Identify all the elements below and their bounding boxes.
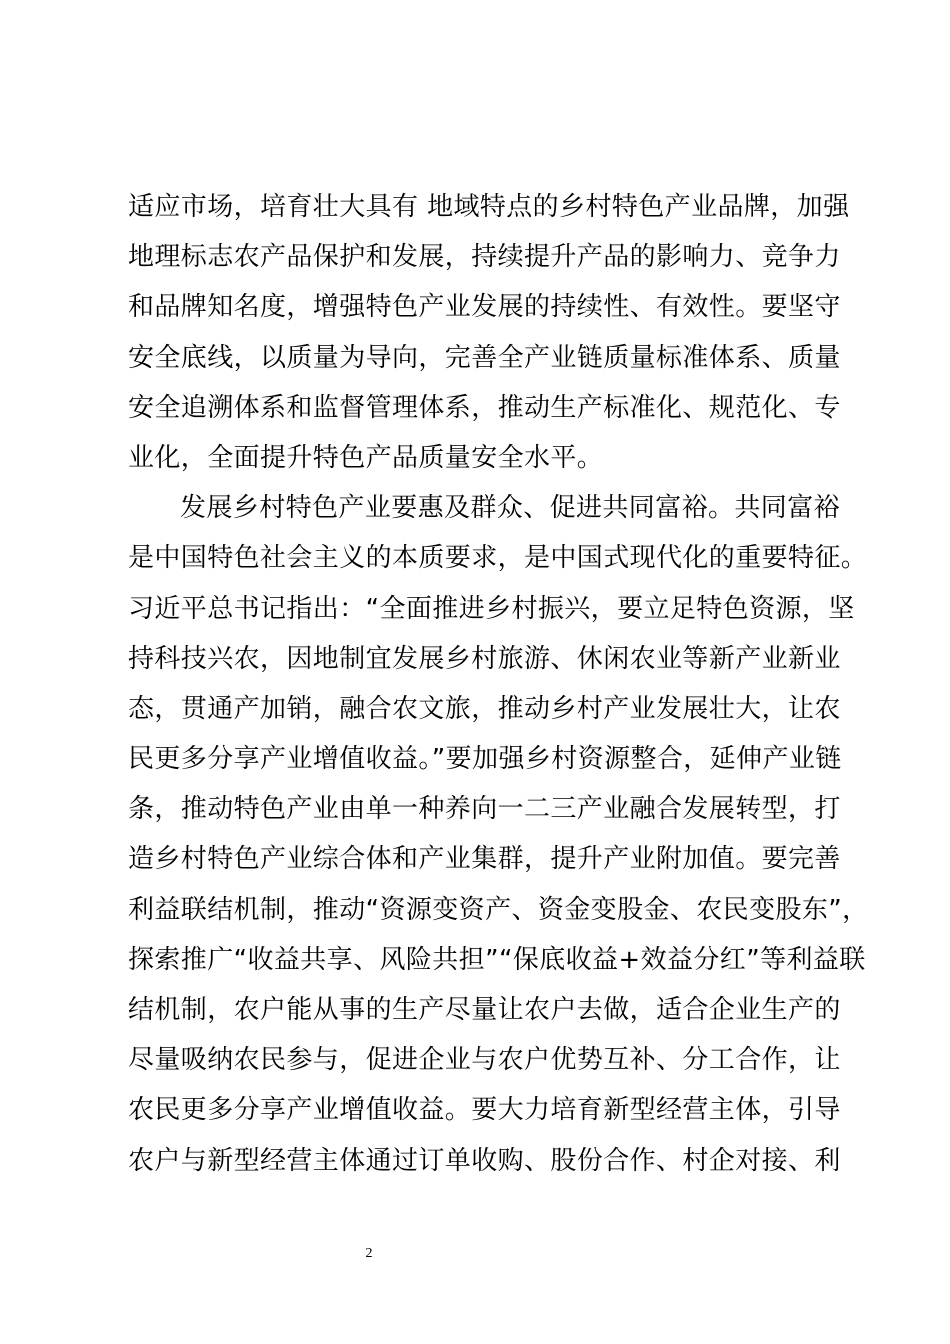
body-text bbox=[128, 182, 869, 1186]
text-line: 民更多分享产业增值收益。”要加强乡村资源整合，延伸产业链 bbox=[128, 744, 842, 775]
text-line: 发展乡村特色产业要惠及群众、促进共同富裕。共同富裕 bbox=[180, 493, 841, 524]
paragraph-1 bbox=[128, 182, 848, 483]
text-line: 适应市场，培育壮大具有 地域特点的乡村特色产业品牌，加强 bbox=[128, 192, 850, 222]
text-line: 结机制，农户能从事的生产尽量让农户去做，适合企业生产的 bbox=[128, 995, 841, 1025]
text-line: 利益联结机制，推动“资源变资产、资金变股金、农民变股东”， bbox=[128, 894, 869, 925]
text-line: 条，推动特色产业由单一种养向一二三产业融合发展转型，打 bbox=[128, 794, 841, 825]
text-line: 造乡村特色产业综合体和产业集群，提升产业附加值。要完善 bbox=[128, 844, 841, 875]
text-line: 农户与新型经营主体通过订单收购、股份合作、村企对接、利 bbox=[128, 1145, 841, 1176]
text-line: 业化，全面提升特色产品质量安全水平。 bbox=[128, 442, 604, 473]
text-line: 探索推广“收益共享、风险共担”“保底收益+效益分红”等利益联 bbox=[128, 944, 866, 975]
text-line: 持科技兴农，因地制宜发展乡村旅游、休闲农业等新产业新业 bbox=[128, 643, 841, 674]
text-line: 尽量吸纳农民参与，促进企业与农户优势互补、分工合作，让 bbox=[128, 1045, 841, 1076]
paragraph-2 bbox=[128, 483, 869, 1186]
text-line: 安全追溯体系和监督管理体系，推动生产标准化、规范化、专 bbox=[128, 392, 841, 423]
text-line: 农民更多分享产业增值收益。要大力培育新型经营主体，引导 bbox=[128, 1095, 841, 1126]
text-line: 习近平总书记指出：“全面推进乡村振兴，要立足特色资源，坚 bbox=[128, 593, 855, 624]
text-line: 安全底线，以质量为导向，完善全产业链质量标准体系、质量 bbox=[128, 342, 841, 373]
page-number: 2 bbox=[365, 1246, 373, 1261]
text-line: 态，贯通产加销，融合农文旅，推动乡村产业发展壮大，让农 bbox=[128, 693, 841, 724]
text-line: 是中国特色社会主义的本质要求，是中国式现代化的重要特征。 bbox=[128, 543, 868, 574]
text-line: 和品牌知名度，增强特色产业发展的持续性、有效性。要坚守 bbox=[128, 292, 841, 323]
text-line: 地理标志农产品保护和发展，持续提升产品的影响力、竞争力 bbox=[128, 242, 841, 273]
